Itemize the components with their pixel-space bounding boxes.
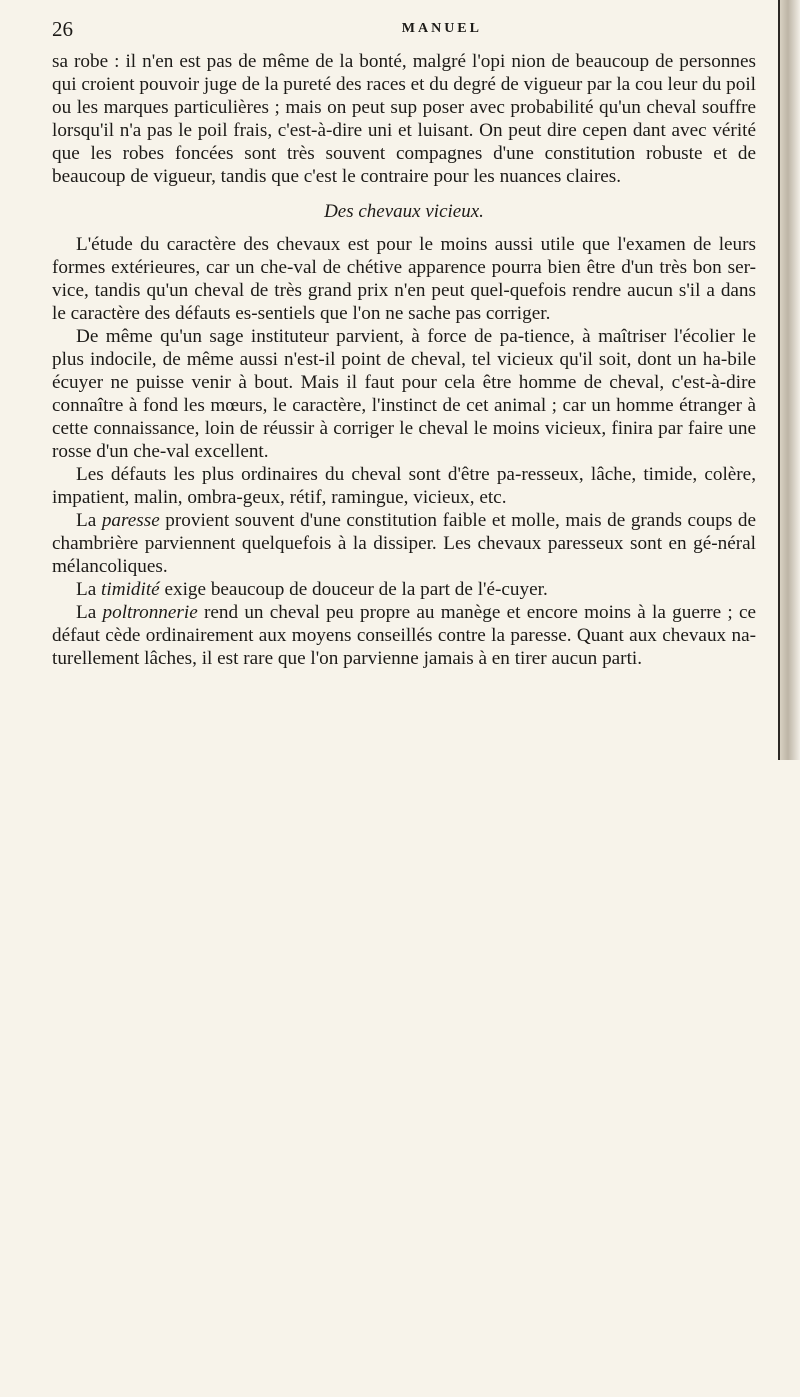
running-title: MANUEL	[401, 21, 482, 36]
paragraph-instituteur: De même qu'un sage instituteur parvient, à force de pa-tience, à maîtriser l'écolier le plus indocile, de même aussi n'est-il point de cheval, tel vicieux qu'il soit, dont un ha-bile écuyer ne puisse venir à bout. Mais il faut pour cela être homme de cheval, c'est-à-dire connaître à fond les mœurs, le caractère, l'instinct de cet animal ; car un homme étranger à cette connaissance, loin de réussir à corriger le cheval le moins vicieux, finira par faire une rosse d'un che-val excellent.	[52, 326, 756, 462]
page-number: 26	[52, 16, 73, 41]
timidite-prefix: La	[76, 579, 102, 600]
poltronnerie-text: rend un cheval peu propre au manège et encore moins à la guerre ; ce défaut cède ordinairement aux moyens conseillés contre la paresse. Quant aux chevaux na-turellement lâches, il est rare que l'on parvienne jamais à en tirer aucun parti.	[52, 602, 756, 669]
timidite-text: exige beaucoup de douceur de la part de l'é-cuyer.	[159, 579, 548, 600]
paragraph-defauts: Les défauts les plus ordinaires du cheval sont d'être pa-resseux, lâche, timide, colère, impatient, malin, ombra-geux, rétif, ramingue, vicieux, etc.	[52, 464, 756, 508]
paragraph-paresse	[52, 509, 756, 578]
timidite-term: timidité	[101, 579, 160, 600]
section-title: Des chevaux vicieux.	[324, 201, 484, 222]
paragraph-timidite	[52, 578, 756, 601]
page-body	[52, 50, 756, 670]
poltronnerie-prefix: La	[76, 602, 103, 623]
page-edge-shadow	[778, 0, 800, 760]
paresse-text: provient souvent d'une constitution faible et molle, mais de grands coups de chambrière parviennent quelquefois à la dissiper. Les chevaux paresseux sont en gé-néral mélancoliques.	[52, 510, 756, 577]
paresse-term: paresse	[101, 510, 160, 531]
paragraph-robe: sa robe : il n'en est pas de même de la bonté, malgré l'opi nion de beaucoup de personnes qui croient pouvoir juge de la pureté des races et du degré de vigueur par la cou leur du poil ou les marques particulières ; mais on peut sup poser avec probabilité qu'un cheval souffre lorsqu'il n'a pas le poil frais, c'est-à-dire uni et luisant. On peut dire cepen dant avec vérité que les robes foncées sont très souvent compagnes d'une constitution robuste et de beaucoup de vigueur, tandis que c'est le contraire pour les nuances claires.	[52, 51, 756, 187]
paragraph-etude: L'étude du caractère des chevaux est pour le moins aussi utile que l'examen de leurs formes extérieures, car un che-val de chétive apparence pourra bien être d'un très bon ser-vice, tandis qu'un cheval de très grand prix n'en peut quel-quefois rendre aucun s'il a dans le caractère des défauts es-sentiels que l'on ne sache pas corriger.	[52, 234, 756, 324]
paragraph-poltronnerie	[52, 601, 756, 670]
page-header	[52, 12, 752, 46]
paresse-prefix: La	[76, 510, 102, 531]
poltronnerie-term: poltronnerie	[102, 602, 198, 623]
